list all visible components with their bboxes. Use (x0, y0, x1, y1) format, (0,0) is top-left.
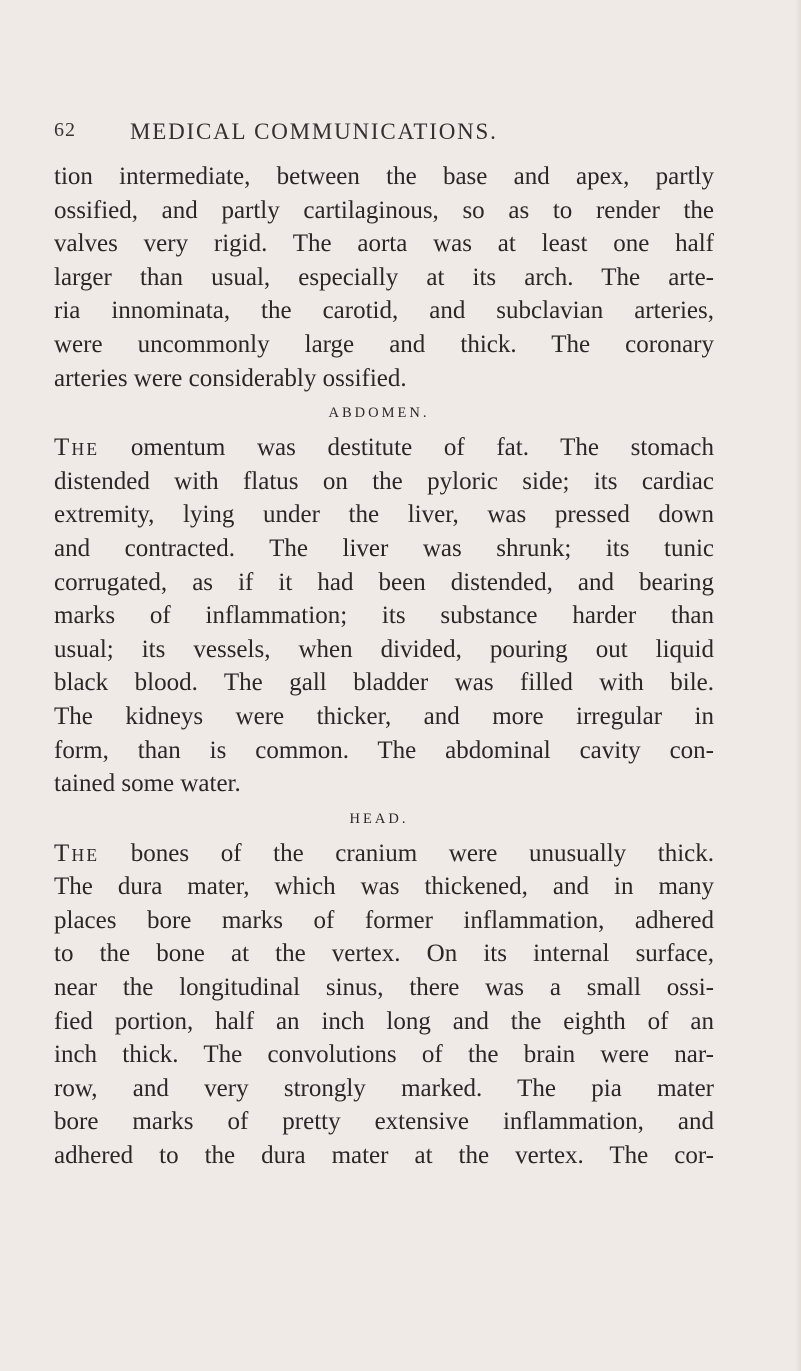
section-heading-abdomen: ABDOMEN. (328, 405, 430, 422)
text-line: larger than usual, especially at its arch. The arte- (54, 263, 714, 291)
text-line: places bore marks of former inflammation, adhered (54, 906, 714, 934)
page-edge (795, 0, 801, 1371)
text-line: fied portion, half an inch long and the eighth of an (54, 1007, 714, 1035)
text-line: usual; its vessels, when divided, pouring out liquid (54, 635, 714, 663)
text-line: ria innominata, the carotid, and subclavian arteries, (54, 297, 714, 325)
text-line: ossified, and partly cartilaginous, so as to render the (54, 196, 714, 224)
text-line: inch thick. The convolutions of the brain were nar- (54, 1041, 714, 1069)
lead-capital: T (54, 839, 72, 867)
lead-small-caps: HE (71, 844, 100, 865)
text-line: distended with flatus on the pyloric side; its cardiac (54, 467, 714, 495)
text-line: row, and very strongly marked. The pia mater (54, 1074, 714, 1102)
intro-paragraph (54, 160, 714, 395)
text-line: The dura mater, which was thickened, and in many (54, 873, 714, 901)
body-text (54, 160, 714, 1173)
text-line: black blood. The gall bladder was filled with bile. (54, 669, 714, 697)
page-header (54, 119, 754, 149)
text-line: valves very rigid. The aorta was at least one half (54, 230, 714, 258)
text-line: corrugated, as if it had been distended, and bearing (54, 568, 714, 596)
text-line: arteries were considerably ossified. (54, 364, 407, 392)
text-line: tained some water. (54, 770, 241, 798)
head-paragraph (54, 837, 714, 1173)
text-line: to the bone at the vertex. On its internal surface, (54, 940, 714, 968)
line-continuation: omentum was destitute of fat. The stomach (99, 434, 714, 462)
lead-capital: T (54, 434, 72, 462)
lead-small-caps: HE (71, 439, 100, 460)
text-line: bore marks of pretty extensive inflammation, and (54, 1108, 714, 1136)
text-line: tion intermediate, between the base and apex, partly (54, 163, 714, 190)
text-line (54, 837, 714, 871)
abdomen-paragraph (54, 431, 714, 801)
text-line: extremity, lying under the liver, was pressed down (54, 501, 714, 529)
text-line: form, than is common. The abdominal cavity con- (54, 736, 714, 764)
text-line: and contracted. The liver was shrunk; its tunic (54, 534, 714, 562)
page-number: 62 (54, 119, 76, 141)
line-continuation: bones of the cranium were unusually thick. (99, 839, 714, 867)
text-line (54, 431, 714, 465)
text-line: adhered to the dura mater at the vertex. The cor- (54, 1142, 714, 1170)
text-line: The kidneys were thicker, and more irregular in (54, 702, 714, 730)
text-line: near the longitudinal sinus, there was a small ossi- (54, 974, 714, 1002)
text-line: were uncommonly large and thick. The coronary (54, 330, 714, 358)
text-line: marks of inflammation; its substance harder than (54, 602, 714, 630)
running-head: MEDICAL COMMUNICATIONS. (130, 119, 498, 144)
section-heading-head: HEAD. (349, 810, 409, 827)
